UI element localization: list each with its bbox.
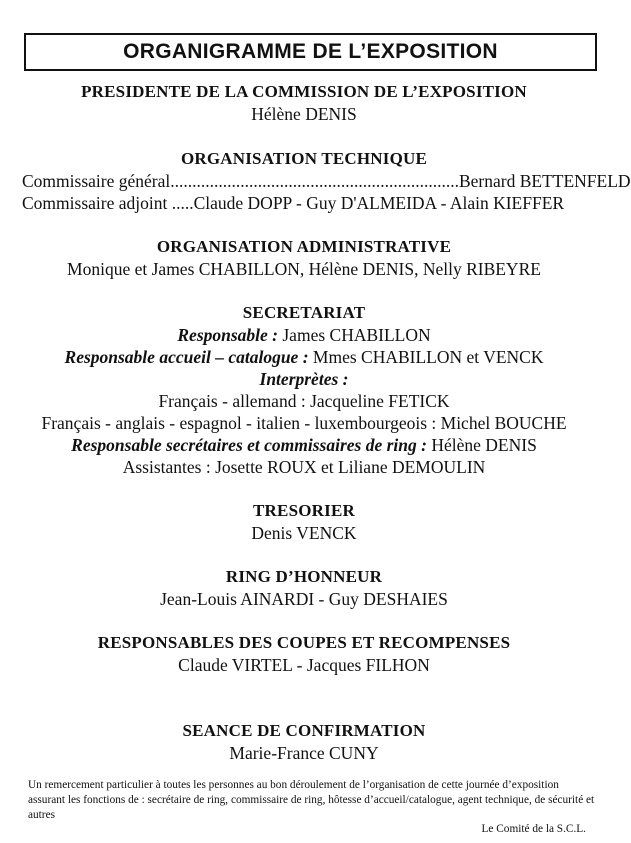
signature: Le Comité de la S.C.L.	[481, 823, 586, 835]
tresorier-name: Denis VENCK	[251, 523, 357, 543]
accueil-label: Responsable accueil – catalogue :	[64, 347, 309, 367]
technique-row-general	[22, 170, 631, 192]
administrative-heading: ORGANISATION ADMINISTRATIVE	[156, 237, 452, 256]
responsable-value: James CHABILLON	[278, 325, 431, 345]
commissaire-adjoint-value: Claude DOPP - Guy D'ALMEIDA - Alain KIEFFER	[193, 193, 565, 213]
title-box	[24, 33, 597, 71]
technique-row-adjoint	[22, 192, 590, 214]
ring-secretaires-value: Hélène DENIS	[426, 435, 537, 455]
secretariat-interpretes	[0, 368, 608, 390]
secretariat-accueil	[0, 346, 608, 368]
interpretes-label: Interprètes :	[259, 369, 349, 389]
administrative-names: Monique et James CHABILLON, Hélène DENIS, Nelly RIBEYRE	[67, 259, 541, 279]
thanks-note: Un remercement particulier à toutes les personnes au bon déroulement de l’organisation de cette journée d’exposition assurant les fonctions de : secrétaire de ring, commissaire de ring, hôtesse d’accueil/catalogue, agent technique, de sécurité et autres	[28, 779, 595, 821]
commissaire-general-label: Commissaire général	[22, 171, 171, 191]
secretariat-heading: SECRETARIAT	[242, 303, 366, 322]
commissaire-general-value: Bernard BETTENFELD	[458, 171, 631, 191]
commissaire-adjoint-label: Commissaire adjoint .....	[22, 193, 194, 213]
secretariat-ring	[0, 434, 608, 456]
document-title: ORGANIGRAMME DE L’EXPOSITION	[123, 40, 498, 63]
secretariat-responsable	[0, 324, 608, 346]
technique-heading: ORGANISATION TECHNIQUE	[180, 149, 428, 168]
accueil-value: Mmes CHABILLON et VENCK	[308, 347, 544, 367]
interprete-multilingue: Français - anglais - espagnol - italien - luxembourgeois : Michel BOUCHE	[41, 413, 567, 433]
presidence-heading: PRESIDENTE DE LA COMMISSION DE L’EXPOSITION	[81, 82, 527, 101]
confirmation-heading: SEANCE DE CONFIRMATION	[182, 721, 426, 740]
tresorier-heading: TRESORIER	[253, 501, 355, 520]
interprete-allemand: Français - allemand : Jacqueline FETICK	[158, 391, 450, 411]
ring-secretaires-label: Responsable secrétaires et commissaires de ring :	[71, 435, 427, 455]
coupes-heading: RESPONSABLES DES COUPES ET RECOMPENSES	[97, 633, 511, 652]
presidence-name: Hélène DENIS	[251, 104, 357, 124]
responsable-label: Responsable :	[177, 325, 278, 345]
dot-leader: ..................................................................	[170, 171, 459, 191]
ring-honneur-names: Jean-Louis AINARDI - Guy DESHAIES	[160, 589, 448, 609]
coupes-names: Claude VIRTEL - Jacques FILHON	[178, 655, 430, 675]
secretariat-assistantes: Assistantes : Josette ROUX et Liliane DEMOULIN	[122, 457, 486, 477]
ring-honneur-heading: RING D’HONNEUR	[225, 567, 383, 586]
confirmation-name: Marie-France CUNY	[229, 743, 379, 763]
